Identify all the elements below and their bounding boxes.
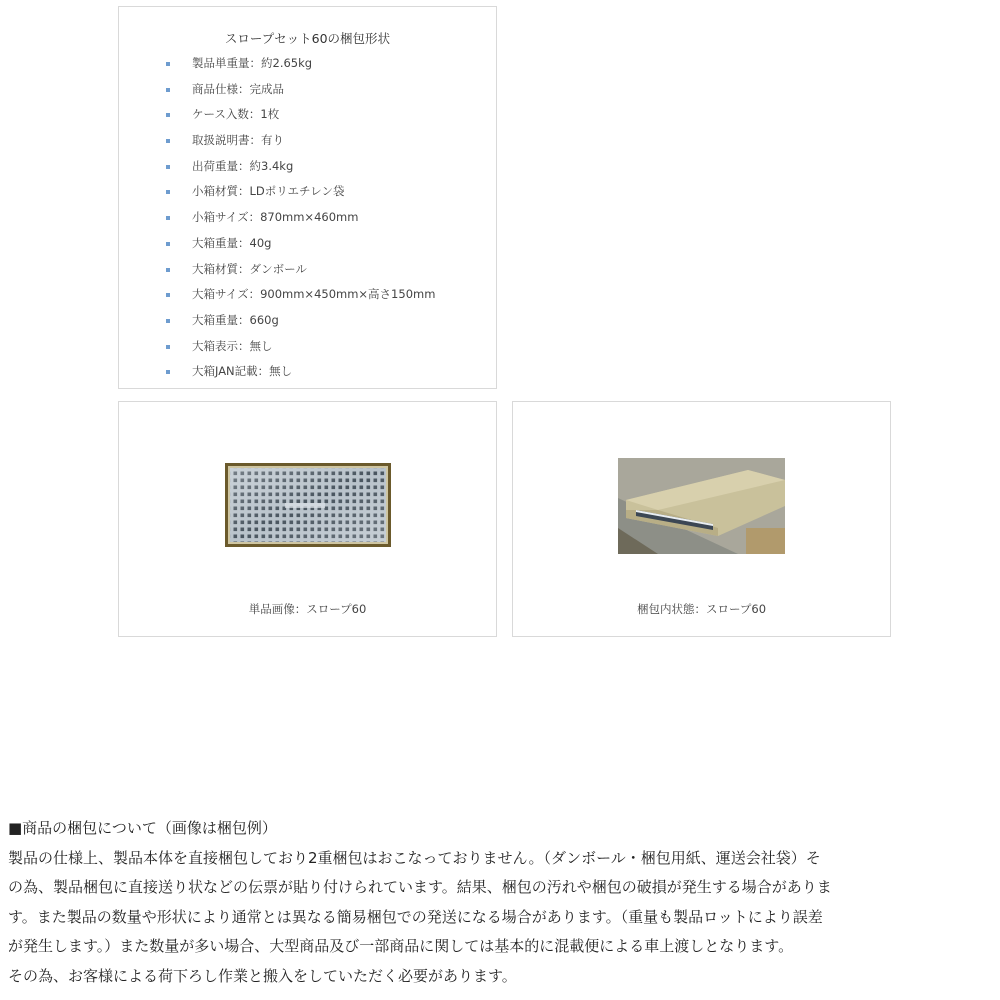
spec-item: 大箱表示：無し	[119, 334, 435, 360]
bullet-icon	[166, 293, 170, 297]
notice-line: が発生します。）また数量が多い場合、大型商品及び一部商品に関しては基本的に混載便による車上渡しとなります。	[8, 937, 794, 956]
spec-item: 出荷重量：約3.4kg	[119, 154, 435, 180]
spec-item: 大箱重量：660g	[119, 308, 435, 334]
spec-item: 小箱材質：LDポリエチレン袋	[119, 179, 435, 205]
bullet-icon	[166, 242, 170, 246]
bullet-icon	[166, 190, 170, 194]
notice-heading: ■商品の梱包について（画像は梱包例）	[8, 819, 277, 837]
spec-item: 大箱サイズ：900mm×450mm×高さ150mm	[119, 282, 435, 308]
spec-item: 大箱JAN記載：無し	[119, 359, 435, 385]
bullet-icon	[166, 62, 170, 66]
spec-item: ケース入数：1枚	[119, 102, 435, 128]
packing-notice	[8, 814, 998, 992]
notice-line: その為、お客様による荷下ろし作業と搬入をしていただく必要があります。	[8, 966, 517, 985]
photo-caption: 単品画像：スロープ60	[248, 602, 367, 616]
spec-item: 取扱説明書：有り	[119, 128, 435, 154]
packing-spec-card	[118, 6, 497, 389]
photo-caption: 梱包内状態：スロープ60	[636, 602, 767, 616]
packed-box-photo	[618, 458, 785, 554]
bullet-icon	[166, 345, 170, 349]
spec-item: 製品単重量：約2.65kg	[119, 51, 435, 77]
bullet-icon	[166, 139, 170, 143]
spec-item: 商品仕様：完成品	[119, 77, 435, 103]
notice-line: の為、製品梱包に直接送り状などの伝票が貼り付けられています。結果、梱包の汚れや梱包の破損が発生する場合がありま	[8, 878, 832, 897]
bullet-icon	[166, 370, 170, 374]
slope-product-photo	[225, 463, 391, 547]
spec-list	[119, 51, 435, 385]
packed-photo-card	[512, 401, 891, 637]
spec-item: 小箱サイズ：870mm×460mm	[119, 205, 435, 231]
spec-item: 大箱材質：ダンボール	[119, 257, 435, 283]
bullet-icon	[166, 113, 170, 117]
bullet-icon	[166, 165, 170, 169]
spec-title: スロープセット60の梱包形状	[224, 31, 391, 46]
product-photo-card	[118, 401, 497, 637]
notice-line: 製品の仕様上、製品本体を直接梱包しており2重梱包はおこなっておりません。（ダンボール・梱包用紙、運送会社袋）そ	[8, 848, 821, 867]
bullet-icon	[166, 268, 170, 272]
bullet-icon	[166, 319, 170, 323]
bullet-icon	[166, 216, 170, 220]
spec-item: 大箱重量：40g	[119, 231, 435, 257]
bullet-icon	[166, 88, 170, 92]
notice-line: す。また製品の数量や形状により通常とは異なる簡易梱包での発送になる場合があります。（重量も製品ロットにより誤差	[8, 907, 823, 926]
